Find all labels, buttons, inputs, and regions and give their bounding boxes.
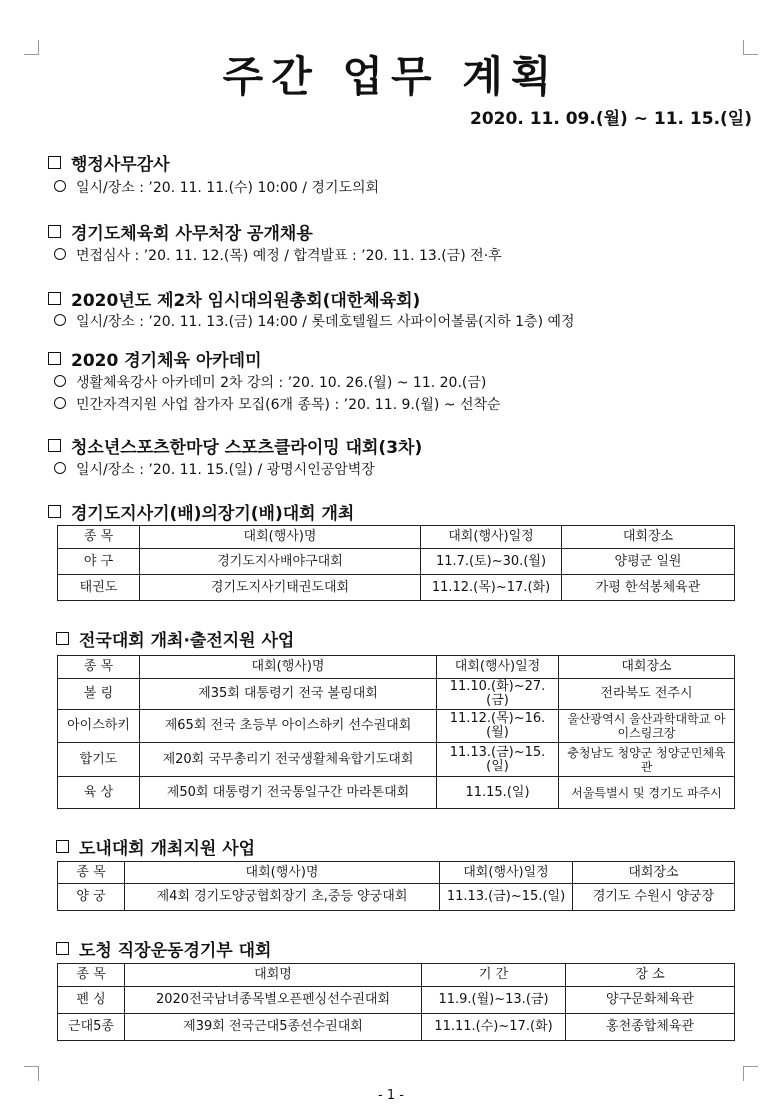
- table-header-row: [58, 526, 735, 549]
- section-heading-text: 2020 경기체육 아카데미: [71, 351, 262, 371]
- list-item-text: 생활체육강사 아카데미 2차 강의 : ’20. 10. 26.(월) ~ 11. 20.(금): [76, 375, 487, 391]
- table-cell: 11.10.(화)~27.(금): [437, 679, 559, 710]
- table-cell: 울산광역시 울산과학대학교 아이스링크장: [559, 710, 735, 743]
- column-header: 대회장소: [573, 862, 735, 884]
- section-heading-text: 경기도지사기(배)의장기(배)대회 개최: [71, 504, 355, 524]
- column-header: 장 소: [566, 964, 735, 987]
- table-cell: 가평 한석봉체육관: [562, 575, 735, 601]
- section-heading-text: 경기도체육회 사무처장 공개채용: [71, 224, 313, 244]
- table-cell: 11.11.(수)~17.(화): [422, 1014, 566, 1041]
- section-heading: [48, 346, 262, 371]
- section-heading-text: 전국대회 개최·출전지원 사업: [79, 631, 295, 651]
- column-header: 대회(행사)일정: [437, 656, 559, 679]
- table-cell: 양평군 일원: [562, 549, 735, 575]
- square-bullet-icon: [48, 292, 61, 305]
- table-row: [58, 884, 735, 911]
- section-heading-text: 도내대회 개최지원 사업: [79, 839, 256, 859]
- list-item: [54, 394, 501, 414]
- table-cell: 제35회 대통령기 전국 볼링대회: [140, 679, 437, 710]
- square-bullet-icon: [56, 840, 69, 853]
- table-cell: 홍천종합체육관: [566, 1014, 735, 1041]
- table-cell: 충청남도 청양군 청양군민체육관: [559, 743, 735, 777]
- table-cell: 제20회 국무총리기 전국생활체육합기도대회: [140, 743, 437, 777]
- column-header: 대회(행사)일정: [440, 862, 573, 884]
- table-cell: 서울특별시 및 경기도 파주시: [559, 777, 735, 809]
- corner-mark: [24, 1066, 39, 1081]
- table-row: [58, 743, 735, 777]
- table-cell: 태권도: [58, 575, 140, 601]
- corner-mark: [743, 1066, 758, 1081]
- table-row: [58, 987, 735, 1014]
- list-item-text: 일시/장소 : ’20. 11. 13.(금) 14:00 / 롯데호텔월드 사파이어볼룸(지하 1층) 예정: [76, 314, 575, 330]
- column-header: 대회(행사)명: [140, 656, 437, 679]
- events-table: [57, 963, 735, 1041]
- table-cell: 제65회 전국 초등부 아이스하키 선수권대회: [140, 710, 437, 743]
- section-heading: [56, 936, 271, 961]
- table-cell: 11.13.(금)~15.(일): [437, 743, 559, 777]
- events-table: [57, 525, 735, 601]
- table-cell: 11.7.(토)~30.(월): [421, 549, 562, 575]
- page-title: 주간 업무 계획: [222, 52, 560, 101]
- column-header: 대회장소: [559, 656, 735, 679]
- table-cell: 펜 싱: [58, 987, 125, 1014]
- events-table: [57, 861, 735, 911]
- column-header: 종 목: [58, 526, 140, 549]
- section-heading: [56, 834, 255, 859]
- table-cell: 근대5종: [58, 1014, 125, 1041]
- list-item: [54, 311, 575, 331]
- section-heading: [48, 219, 313, 244]
- page-number: - 1 -: [378, 1088, 404, 1103]
- table-cell: 경기도지사배야구대회: [140, 549, 421, 575]
- column-header: 종 목: [58, 656, 140, 679]
- table-row: [58, 575, 735, 601]
- table-row: [58, 710, 735, 743]
- section-heading-text: 도청 직장운동경기부 대회: [79, 941, 272, 961]
- column-header: 대회명: [125, 964, 422, 987]
- table-cell: 볼 링: [58, 679, 140, 710]
- section-heading: [48, 150, 170, 175]
- column-header: 대회장소: [562, 526, 735, 549]
- list-item-text: 일시/장소 : ’20. 11. 15.(일) / 광명시인공암벽장: [76, 462, 375, 478]
- section-heading-text: 2020년도 제2차 임시대의원총회(대한체육회): [71, 291, 421, 311]
- table-cell: 육 상: [58, 777, 140, 809]
- square-bullet-icon: [56, 942, 69, 955]
- section-heading: [48, 433, 422, 458]
- date-range: 2020. 11. 09.(월) ~ 11. 15.(일): [470, 109, 752, 129]
- table-header-row: [58, 656, 735, 679]
- list-item-text: 민간자격지원 사업 참가자 모집(6개 종목) : ’20. 11. 9.(월) ~ 선착순: [76, 397, 501, 413]
- table-cell: 전라북도 전주시: [559, 679, 735, 710]
- section-heading-text: 행정사무감사: [71, 155, 170, 175]
- square-bullet-icon: [48, 156, 61, 169]
- table-cell: 제39회 전국근대5종선수권대회: [125, 1014, 422, 1041]
- table-cell: 11.9.(월)~13.(금): [422, 987, 566, 1014]
- circle-bullet-icon: [54, 314, 66, 326]
- table-cell: 제4회 경기도양궁협회장기 초,중등 양궁대회: [125, 884, 440, 911]
- table-header-row: [58, 862, 735, 884]
- table-row: [58, 777, 735, 809]
- square-bullet-icon: [48, 505, 61, 518]
- events-table: [57, 655, 735, 809]
- table-cell: 야 구: [58, 549, 140, 575]
- table-cell: 11.12.(목)~17.(화): [421, 575, 562, 601]
- table-cell: 양구문화체육관: [566, 987, 735, 1014]
- section-heading: [48, 499, 354, 524]
- section-heading: [48, 286, 420, 311]
- column-header: 종 목: [58, 862, 125, 884]
- table-cell: 경기도지사기태권도대회: [140, 575, 421, 601]
- column-header: 대회(행사)일정: [421, 526, 562, 549]
- table-cell: 합기도: [58, 743, 140, 777]
- table-cell: 아이스하키: [58, 710, 140, 743]
- section-heading-text: 청소년스포츠한마당 스포츠클라이밍 대회(3차): [71, 438, 423, 458]
- column-header: 대회(행사)명: [140, 526, 421, 549]
- table-cell: 양 궁: [58, 884, 125, 911]
- list-item: [54, 245, 502, 265]
- table-cell: 제50회 대통령기 전국통일구간 마라톤대회: [140, 777, 437, 809]
- table-row: [58, 549, 735, 575]
- column-header: 기 간: [422, 964, 566, 987]
- table-row: [58, 1014, 735, 1041]
- list-item: [54, 177, 379, 197]
- list-item-text: 면접심사 : ’20. 11. 12.(목) 예정 / 합격발표 : ’20. 11. 13.(금) 전·후: [76, 248, 502, 264]
- table-cell: 11.12.(목)~16.(월): [437, 710, 559, 743]
- circle-bullet-icon: [54, 375, 66, 387]
- table-cell: 경기도 수원시 양궁장: [573, 884, 735, 911]
- list-item: [54, 459, 375, 479]
- list-item: [54, 372, 486, 392]
- circle-bullet-icon: [54, 180, 66, 192]
- circle-bullet-icon: [54, 248, 66, 260]
- table-cell: 2020전국남녀종목별오픈펜싱선수권대회: [125, 987, 422, 1014]
- table-row: [58, 679, 735, 710]
- square-bullet-icon: [48, 439, 61, 452]
- list-item-text: 일시/장소 : ’20. 11. 11.(수) 10:00 / 경기도의회: [76, 180, 380, 196]
- table-cell: 11.15.(일): [437, 777, 559, 809]
- square-bullet-icon: [48, 225, 61, 238]
- column-header: 대회(행사)명: [125, 862, 440, 884]
- column-header: 종 목: [58, 964, 125, 987]
- table-cell: 11.13.(금)~15.(일): [440, 884, 573, 911]
- circle-bullet-icon: [54, 462, 66, 474]
- square-bullet-icon: [48, 352, 61, 365]
- square-bullet-icon: [56, 632, 69, 645]
- circle-bullet-icon: [54, 397, 66, 409]
- section-heading: [56, 626, 294, 651]
- table-header-row: [58, 964, 735, 987]
